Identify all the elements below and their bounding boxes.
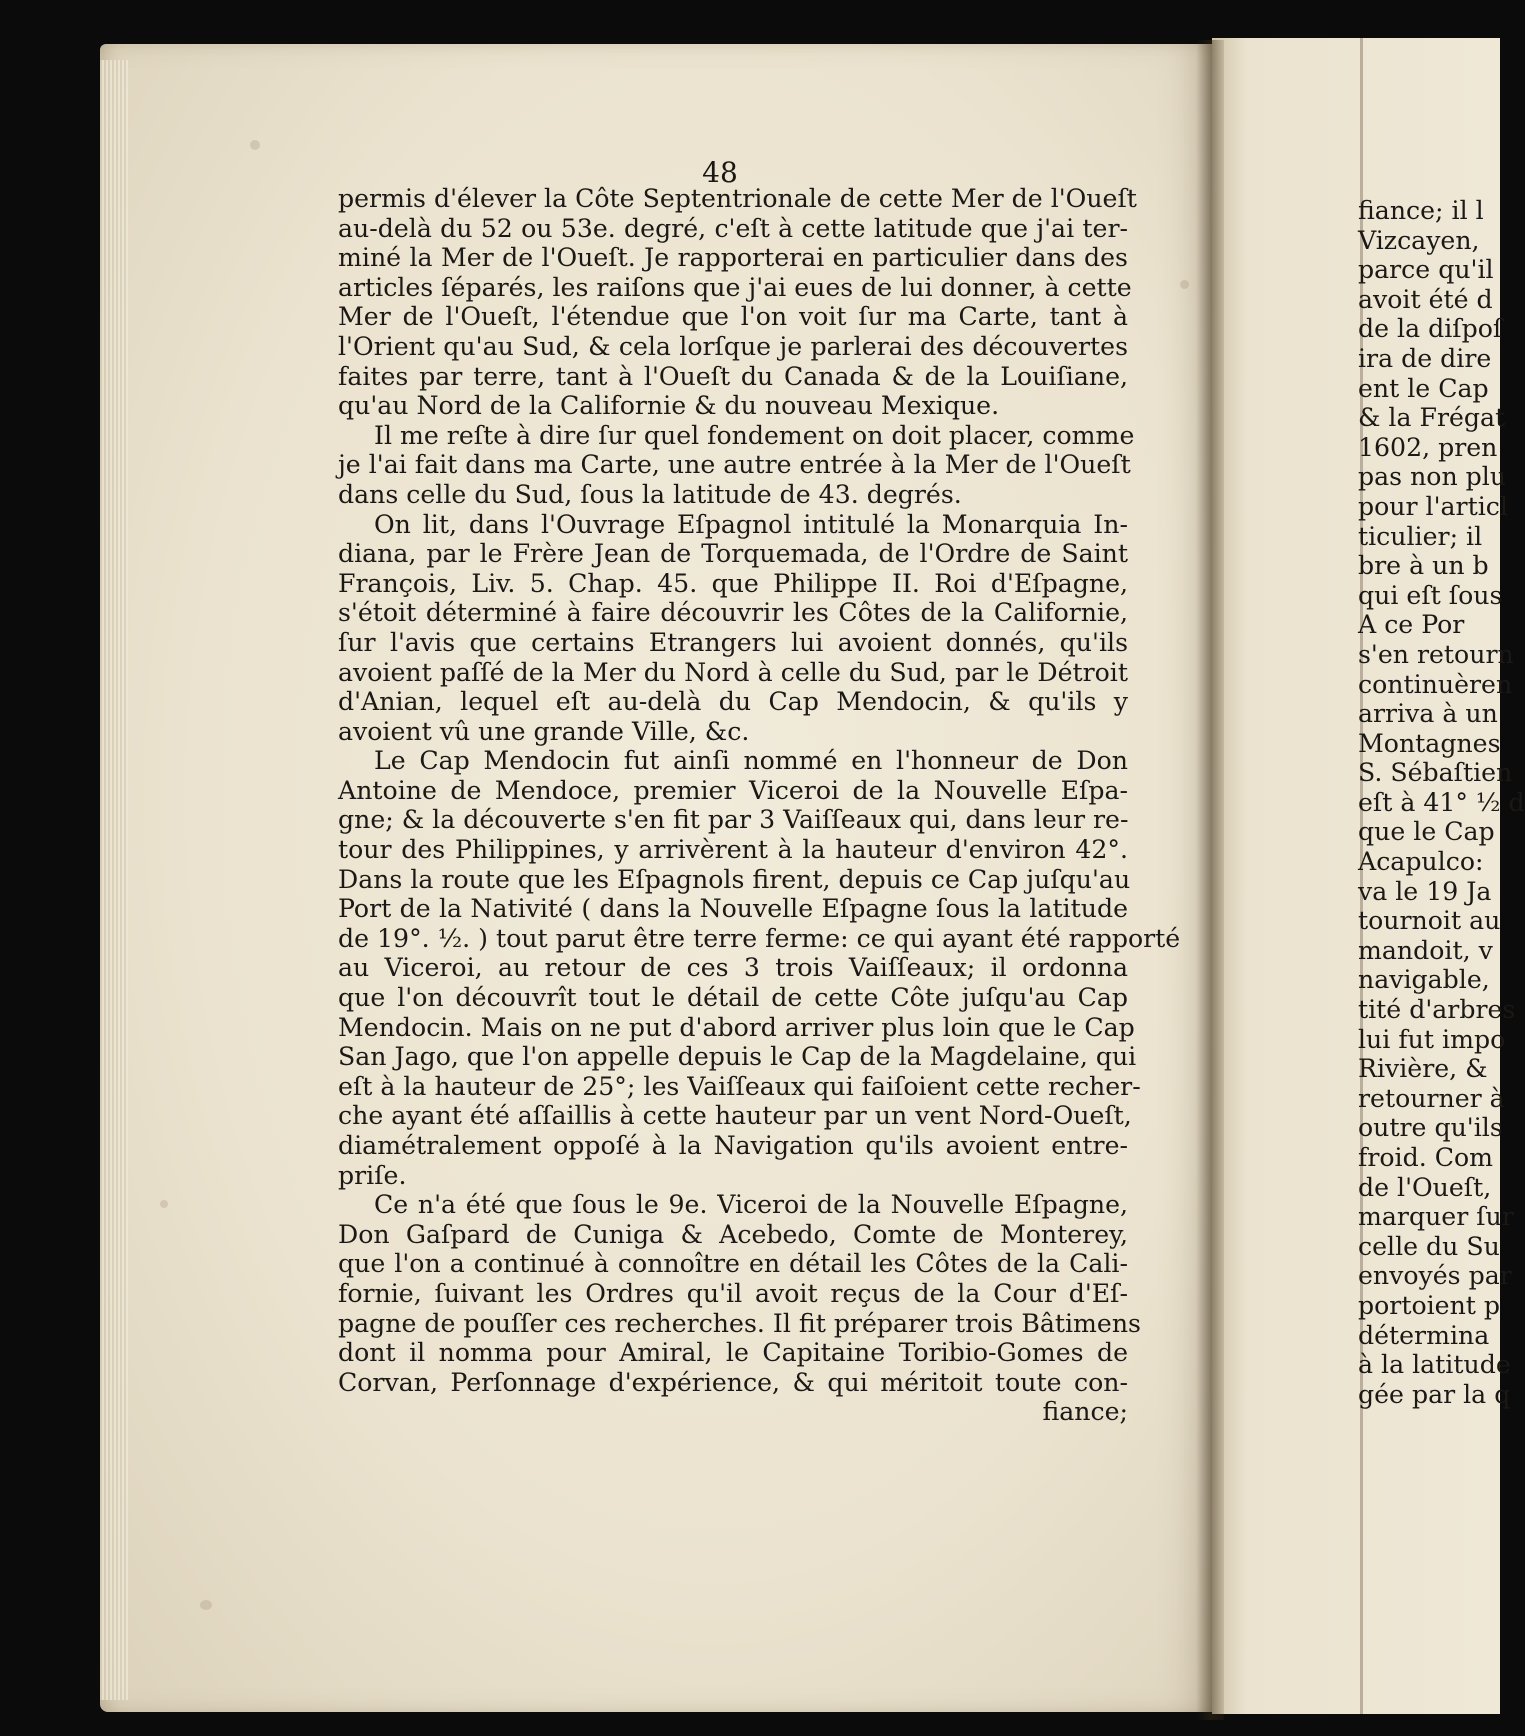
text-line: avoit été d	[1358, 284, 1493, 314]
text-line: Ce n'a été que ſous le 9e. Viceroi de la Nouvelle Eſpagne,	[374, 1190, 1128, 1220]
text-line: tour des Philippines, y arrivèrent à la hauteur d'environ 42°.	[338, 835, 1128, 865]
text-line: miné la Mer de l'Oueſt. Je rapporterai en particulier dans des	[338, 243, 1128, 273]
text-line: eſt à 41° ½ d	[1358, 787, 1525, 817]
text-line: 1602, pren	[1358, 432, 1498, 462]
text-line: que l'on découvrît tout le détail de cette Côte juſqu'au Cap	[338, 983, 1128, 1013]
text-line: envoyés par	[1358, 1261, 1512, 1291]
page-number: 48	[702, 156, 738, 189]
text-line: d'Anian, lequel eſt au-delà du Cap Mendocin, & qu'ils y	[338, 687, 1128, 717]
text-line: au-delà du 52 ou 53e. degré, c'eſt à cette latitude que j'ai ter-	[338, 213, 1128, 243]
text-line: que le Cap	[1358, 817, 1495, 847]
text-line: pas non plu	[1358, 462, 1507, 492]
text-line: Antoine de Mendoce, premier Viceroi de la Nouvelle Eſpa-	[338, 775, 1128, 805]
text-line: Vizcayen,	[1358, 225, 1480, 255]
text-line: détermina	[1358, 1320, 1490, 1350]
text-line: avoient vû une grande Ville, &c.	[338, 716, 750, 746]
text-line: au Viceroi, au retour de ces 3 trois Vaiſſeaux; il ordonna	[338, 953, 1128, 983]
text-line: permis d'élever la Côte Septentrionale de cette Mer de l'Oueſt	[338, 184, 1137, 213]
text-line: mandoit, v	[1358, 935, 1493, 965]
left-page-text	[338, 184, 1181, 1427]
paper-stain	[1180, 280, 1189, 289]
text-line: tournoit au	[1358, 906, 1501, 936]
text-line: Acapulco:	[1358, 847, 1484, 877]
paper-stain	[160, 1200, 168, 1208]
text-line: celle du Su	[1358, 1231, 1500, 1261]
text-line: portoient p	[1358, 1290, 1501, 1320]
text-line: qu'au Nord de la Californie & du nouveau Mexique.	[338, 391, 1000, 421]
text-line: s'étoit déterminé à faire découvrir les Côtes de la Californie,	[338, 598, 1128, 628]
book-gutter	[1196, 40, 1224, 1720]
text-line: che ayant été aſſaillis à cette hauteur par un vent Nord-Oueſt,	[338, 1101, 1132, 1131]
text-line: François, Liv. 5. Chap. 45. que Philippe II. Roi d'Eſpagne,	[338, 568, 1128, 598]
text-line: diana, par le Frère Jean de Torquemada, de l'Ordre de Saint	[338, 539, 1128, 569]
text-line: Port de la Nativité ( dans la Nouvelle Eſpagne ſous la latitude	[338, 894, 1128, 924]
text-line: pour l'articl	[1358, 491, 1508, 521]
paper-stain	[200, 1600, 212, 1610]
text-line: de la diſpoſ	[1358, 314, 1503, 344]
text-line: dont il nomma pour Amiral, le Capitaine Toribio-Gomes de	[338, 1338, 1128, 1368]
text-line: je l'ai fait dans ma Carte, une autre entrée à la Mer de l'Oueſt	[338, 450, 1131, 480]
text-line: dans celle du Sud, ſous la latitude de 43. degrés.	[338, 479, 962, 509]
text-line: parce qu'il	[1358, 255, 1494, 285]
text-line: ira de dire	[1358, 343, 1492, 373]
text-line: retourner à	[1358, 1083, 1505, 1113]
text-line: de 19°. ½. ) tout parut être terre ferme: ce qui ayant été rapporté	[338, 923, 1181, 953]
text-line: marquer ſur	[1358, 1202, 1514, 1232]
text-line: A ce Por	[1358, 610, 1465, 640]
text-line: gne; & la découverte s'en fit par 3 Vaiſſeaux qui, dans leur re-	[338, 805, 1129, 835]
right-page-text	[1358, 196, 1525, 1409]
text-line: lui fut impo	[1358, 1024, 1506, 1054]
text-line: bre à un b	[1358, 551, 1489, 581]
text-line: outre qu'ils	[1358, 1113, 1503, 1143]
text-line: priſe.	[338, 1160, 407, 1190]
text-line: Mer de l'Oueſt, l'étendue que l'on voit ſur ma Carte, tant à	[338, 302, 1128, 332]
text-line: à la latitude	[1358, 1350, 1511, 1380]
text-line: tité d'arbres	[1358, 995, 1516, 1025]
text-line: diamétralement oppoſé à la Navigation qu'ils avoient entre-	[338, 1131, 1128, 1160]
text-line: ent le Cap	[1358, 373, 1489, 403]
text-line: gée par la q	[1358, 1379, 1511, 1409]
text-line: avoient paſſé de la Mer du Nord à celle du Sud, par le Détroit	[338, 657, 1128, 687]
text-line: fornie, ſuivant les Ordres qu'il avoit reçus de la Cour d'Eſ-	[338, 1278, 1128, 1308]
text-line: continuèren	[1358, 669, 1513, 699]
text-line: Montagnes	[1358, 728, 1501, 758]
text-line: l'Orient qu'au Sud, & cela lorſque je parlerai des découvertes	[338, 331, 1128, 361]
text-line: s'en retourn	[1358, 639, 1514, 669]
text-line: Il me reſte à dire ſur quel fondement on doit placer, comme	[374, 420, 1135, 450]
paper-stain	[250, 140, 260, 150]
text-line: Don Gaſpard de Cuniga & Acebedo, Comte de Monterey,	[338, 1219, 1128, 1249]
text-line: pagne de pouſſer ces recherches. Il fit préparer trois Bâtimens	[338, 1308, 1141, 1338]
text-line: va le 19 Ja	[1358, 876, 1492, 906]
text-line: que l'on a continué à connoître en détail les Côtes de la Cali-	[338, 1249, 1128, 1279]
text-line: On lit, dans l'Ouvrage Eſpagnol intitulé la Monarquia In-	[374, 509, 1128, 539]
text-line: & la Frégat	[1358, 403, 1506, 433]
text-line: faites par terre, tant à l'Oueſt du Canada & de la Louiſiane,	[338, 361, 1128, 391]
text-line: Rivière, &	[1358, 1054, 1488, 1084]
text-line: Le Cap Mendocin fut ainſi nommé en l'honneur de Don	[374, 746, 1128, 776]
text-line: Mendocin. Mais on ne put d'abord arriver plus loin que le Cap	[338, 1012, 1135, 1042]
text-line: eſt à la hauteur de 25°; les Vaiſſeaux qui faiſoient cette recher-	[338, 1071, 1141, 1101]
text-line: qui eſt ſous	[1358, 580, 1503, 610]
text-line: S. Sébaſtien	[1358, 758, 1513, 788]
text-line: articles ſéparés, les raiſons que j'ai eues de lui donner, à cette	[338, 272, 1132, 302]
text-line: Corvan, Perſonnage d'expérience, & qui méritoit toute con-	[338, 1367, 1128, 1397]
catchword: fiance;	[1042, 1397, 1128, 1427]
text-line: de l'Oueſt,	[1358, 1172, 1492, 1202]
text-line: San Jago, que l'on appelle depuis le Cap de la Magdelaine, qui	[338, 1042, 1137, 1072]
text-line: arriva à un	[1358, 699, 1498, 729]
text-line: navigable,	[1358, 965, 1490, 995]
page-edges	[100, 60, 128, 1700]
text-line: froid. Com	[1358, 1143, 1494, 1172]
text-line: ſur l'avis que certains Etrangers lui avoient donnés, qu'ils	[338, 627, 1128, 657]
text-line: Dans la route que les Eſpagnols firent, depuis ce Cap juſqu'au	[338, 864, 1131, 894]
text-line: ticulier; il	[1358, 521, 1483, 551]
text-line: fiance; il l	[1358, 196, 1484, 225]
